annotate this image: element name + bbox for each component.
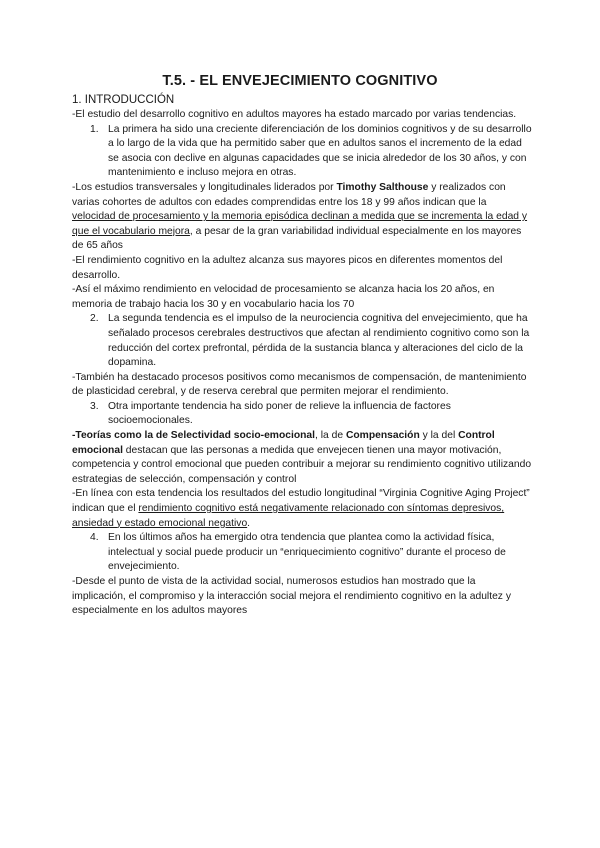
paragraph-virginia-project — [72, 487, 532, 531]
list-item-2 — [72, 312, 532, 370]
bold-text-selectividad: -Teorías como la de Selectividad socio-emocional — [72, 430, 316, 442]
list-number: 4. — [90, 532, 99, 544]
paragraph-actividad-social: -Desde el punto de vista de la actividad social, numerosos estudios han mostrado que la implicación, el compromiso y la interacción social mejora el rendimiento cognitivo en la adultez y especialmente en los adultos mayores — [72, 576, 511, 617]
text-run: -Los estudios transversales y longitudinales liderados por — [72, 181, 337, 193]
underlined-text-velocidad: velocidad de procesamiento y la memoria episódica declinan a medida que se incrementa la edad y que el vocabulario mejora — [72, 211, 528, 237]
list-item-text: La segunda tendencia es el impulso de la neurociencia cognitiva del envejecimiento, que ha señalado procesos cerebrales destructivos que afectan al rendimiento cognitivo como son la reducción del cortex prefrontal, pérdida de la sustancia blanca y alteraciones del ciclo de la dopamina. — [108, 313, 530, 369]
bold-text-control-emocional: Control emocional — [72, 430, 495, 456]
text-run: , la de — [315, 430, 346, 442]
paragraph-maximo-rendimiento: -Así el máximo rendimiento en velocidad de procesamiento se alcanza hacia los 20 años, en memoria de trabajo hacia los 30 y en vocabulario hacia los 70 — [72, 284, 495, 310]
text-run: destacan que las personas a medida que envejecen tienen una mayor motivación, competencia y control emocional que pueden contribuir a mejorar su rendimiento cognitivo utilizando estrategias de selección, compensación y control — [72, 444, 532, 485]
list-number: 3. — [90, 400, 99, 412]
underlined-text-rendimiento: rendimiento cognitivo está negativamente relacionado con síntomas depresivos, ansiedad y estado emocional negativo — [72, 503, 505, 529]
bold-text-salthouse: Timothy Salthouse — [336, 181, 429, 193]
text-run: . — [247, 517, 251, 529]
list-item-1 — [72, 123, 532, 181]
bold-text-compensacion: Compensación — [345, 430, 420, 442]
paragraph-rendimiento-picos: -El rendimiento cognitivo en la adultez alcanza sus mayores picos en diferentes momentos del desarrollo. — [72, 254, 503, 281]
list-item-text: En los últimos años ha emergido otra tendencia que plantea como la actividad física, intelectual y social puede producir un “enriquecimiento cognitivo” durante el proceso de envejecimiento. — [108, 532, 506, 573]
paragraph-teorias — [72, 429, 532, 487]
paragraph-intro: -El estudio del desarrollo cognitivo en adultos mayores ha estado marcado por varias tendencias. — [72, 109, 517, 120]
paragraph-salthouse — [72, 181, 532, 254]
list-item-4 — [72, 531, 532, 575]
text-run: -En línea con esta tendencia los resultados del estudio longitudinal “Virginia Cognitive Aging Project” indican que el — [72, 488, 530, 515]
document-title: T.5. - EL ENVEJECIMIENTO COGNITIVO — [162, 73, 438, 89]
text-run: y la del — [419, 430, 459, 442]
list-item-text: La primera ha sido una creciente diferenciación de los dominios cognitivos y de su desarrollo a lo largo de la vida que ha permitido saber que en adultos sanos el incremento de la edad se asocia con declive en algunas capacidades que se inicia alrededor de los 30 años, y con mantenimiento e incluso mejora en otras. — [108, 123, 532, 179]
document-body — [72, 93, 532, 619]
text-run: y realizados con varias cohortes de adultos con edades comprendidas entre los 18 y 99 años indican que la — [72, 181, 506, 208]
list-item-text: Otra importante tendencia ha sido poner de relieve la influencia de factores socioemocionales. — [108, 400, 451, 427]
list-number: 2. — [90, 313, 99, 325]
list-item-3 — [72, 400, 532, 429]
text-run: , a pesar de la gran variabilidad individual especialmente en los mayores de 65 años — [72, 225, 522, 252]
paragraph-procesos-positivos: -También ha destacado procesos positivos como mecanismos de compensación, de mantenimiento de plasticidad cerebral, y de reserva cerebral que permiten mejorar el rendimiento. — [72, 371, 527, 398]
section-heading: 1. INTRODUCCIÓN — [72, 94, 175, 106]
list-number: 1. — [90, 123, 99, 135]
